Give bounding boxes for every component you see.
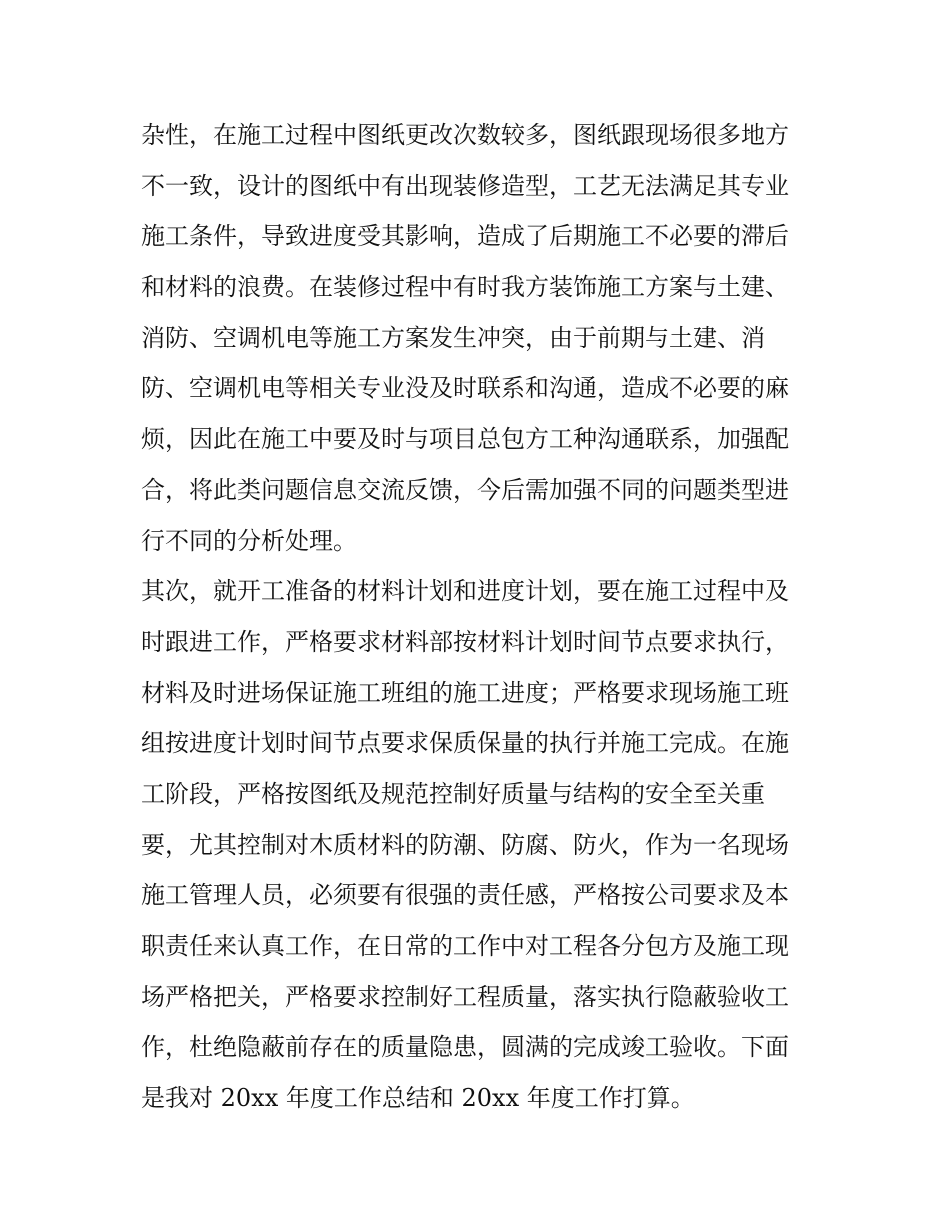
text-line: 消防、空调机电等施工方案发生冲突，由于前期与土建、消 [141, 323, 765, 352]
text-line: 场严格把关，严格要求控制好工程质量，落实执行隐蔽验收工 [141, 982, 789, 1011]
text-line: 材料及时进场保证施工班组的施工进度；严格要求现场施工班 [141, 678, 789, 707]
text-line: 烦，因此在施工中要及时与项目总包方工种沟通联系，加强配 [141, 425, 789, 454]
text-line: 职责任来认真工作，在日常的工作中对工程各分包方及施工现 [141, 932, 789, 960]
text-line: 组按进度计划时间节点要求保质保量的执行并施工完成。在施 [141, 729, 789, 758]
text-line: 杂性，在施工过程中图纸更改次数较多，图纸跟现场很多地方 [141, 121, 789, 149]
text-line: 要，尤其控制对木质材料的防潮、防腐、防火，作为一名现场 [141, 830, 789, 859]
text-line: 行不同的分析处理。 [141, 526, 357, 555]
body-text [141, 110, 821, 1124]
text-line: 不一致，设计的图纸中有出现装修造型，工艺无法满足其专业 [141, 171, 789, 200]
text-line: 合，将此类问题信息交流反馈，今后需加强不同的问题类型进 [141, 475, 789, 504]
text-line: 时跟进工作，严格要求材料部按材料计划时间节点要求执行， [141, 627, 789, 656]
text-line: 施工管理人员，必须要有很强的责任感，严格按公司要求及本 [141, 881, 789, 910]
text-line: 和材料的浪费。在装修过程中有时我方装饰施工方案与土建、 [141, 273, 789, 302]
text-line: 是我对 20xx 年度工作总结和 20xx 年度工作打算。 [141, 1084, 695, 1113]
text-line: 施工条件，导致进度受其影响，造成了后期施工不必要的滞后 [141, 222, 789, 251]
text-line: 防、空调机电等相关专业没及时联系和沟通，造成不必要的麻 [141, 374, 789, 403]
text-line: 工阶段，严格按图纸及规范控制好质量与结构的安全至关重 [141, 779, 765, 808]
text-line: 作，杜绝隐蔽前存在的质量隐患，圆满的完成竣工验收。下面 [141, 1033, 789, 1062]
text-line: 其次，就开工准备的材料计划和进度计划，要在施工过程中及 [141, 577, 789, 606]
